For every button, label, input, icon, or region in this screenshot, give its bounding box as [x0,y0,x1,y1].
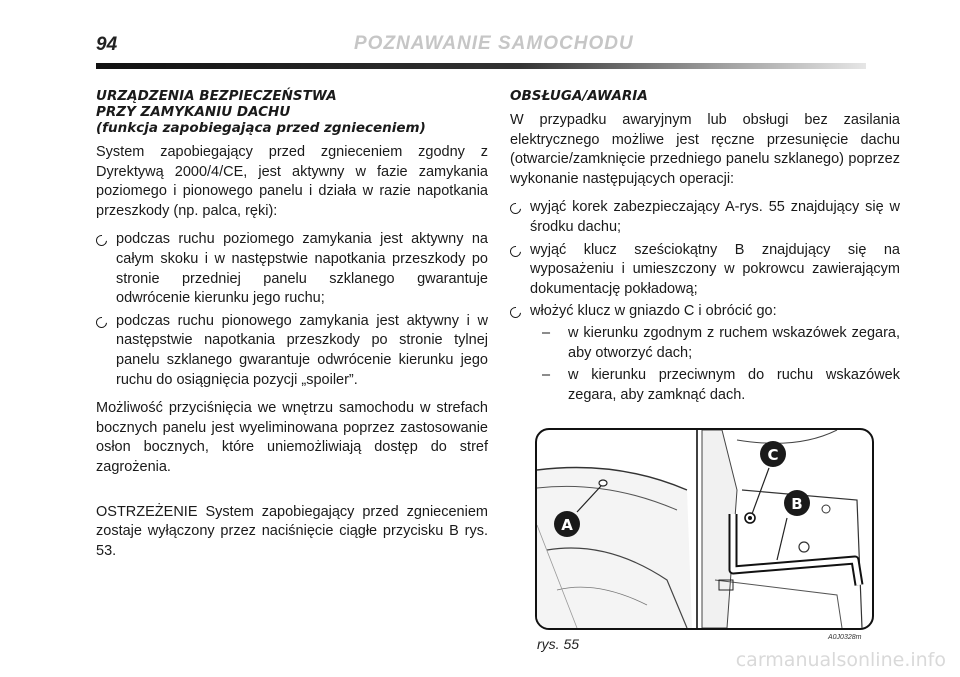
warning-paragraph: OSTRZEŻENIE System zapobiegający przed zgnieceniem zostaje wyłączony przez naciśnięcie ciągłe przycisku B rys. 53. [96,503,488,559]
rotation-direction-list [530,324,900,405]
dash-marker: – [542,324,551,341]
roof-illustration [535,428,874,630]
list-item-text: w kierunku przeciwnym do ruchu wskazówek zegara, aby zamknąć dach. [568,367,900,403]
list-item [510,198,900,237]
heading-line-2: PRZY ZAMYKANIU DACHU [96,104,291,120]
circle-bullet-icon [508,243,523,258]
safety-intro: System zapobiegający przed zgnieceniem zgodny z Dyrektywą 2000/4/CE, jest aktywny w fazie zamykania poziomego i pionowego panelu i działa w razie napotkania przeszkody (np. palca, ręki): [96,144,488,219]
page-number: 94 [96,34,118,55]
list-item [96,312,488,390]
roof-drawing [537,430,872,628]
section-heading-safety [96,88,488,136]
heading-line-1: URZĄDZENIA BEZPIECZEŃSTWA [96,88,337,104]
list-item [510,241,900,300]
plug-a-icon [599,480,607,486]
label-c: C [767,446,779,464]
safety-bullet-list [96,230,488,390]
list-item-text: podczas ruchu poziomego zamykania jest aktywny na całym skoku i w następstwie napotkania przeszkody po stronie przedniej panelu szklanego gwarantuje odwrócenie kierunku jego ruchu; [116,231,488,307]
page-title: POZNAWANIE SAMOCHODU [354,33,634,54]
list-item-text: wyjąć klucz sześciokątny B znajdujący się na wyposażeniu i umieszczony w pokrowcu zawierającym dokumentację pokładową; [530,241,900,297]
figure-code: A0J0328m [828,634,862,641]
service-bullet-list [510,198,900,405]
label-b: B [791,495,803,513]
circle-bullet-icon [94,315,109,330]
list-item [96,230,488,308]
watermark: carmanualsonline.info [735,649,946,671]
list-item-text: wyjąć korek zabezpieczający A-rys. 55 znajdujący się w środku dachu; [530,199,900,235]
section-heading-service: OBSŁUGA/AWARIA [510,88,648,104]
header-rule [96,63,866,69]
spacer [96,487,488,503]
dash-marker: – [542,367,551,384]
left-column [96,88,488,570]
hex-key-icon [733,514,859,585]
right-column [510,88,900,414]
list-item [542,324,900,363]
list-item-text: w kierunku zgodnym z ruchem wskazówek zegara, aby otworzyć dach; [568,324,900,361]
list-item-text: włożyć klucz w gniazdo C i obrócić go: [530,303,777,320]
figure-caption: rys. 55 [537,636,580,652]
heading-line-3: (funkcja zapobiegająca przed zgnieceniem) [96,120,426,136]
service-intro: W przypadku awaryjnym lub obsługi bez zasilania elektrycznego możliwe jest ręczne przesunięcie dachu (otwarcie/zamknięcie przedniego panelu szklanego) poprzez wykonanie następujących operacji: [510,112,900,187]
safety-paragraph-2: Możliwość przyciśnięcia we wnętrzu samochodu w strefach bocznych panelu jest wyeliminowana poprzez zastosowanie osłon bocznych, które uniemożliwiają dostęp do stref zagrożenia. [96,400,488,475]
list-item [510,302,900,405]
circle-bullet-icon [508,201,523,216]
circle-bullet-icon [94,233,109,248]
label-a: A [561,516,573,534]
circle-bullet-icon [508,305,523,320]
list-item [542,366,900,405]
list-item-text: podczas ruchu pionowego zamykania jest aktywny i w następstwie napotkania przeszkody po stronie tylnej panelu szklanego gwarantuje odwrócenie kierunku jego ruchu do osiągnięcia pozycji „spoiler”. [116,312,488,388]
